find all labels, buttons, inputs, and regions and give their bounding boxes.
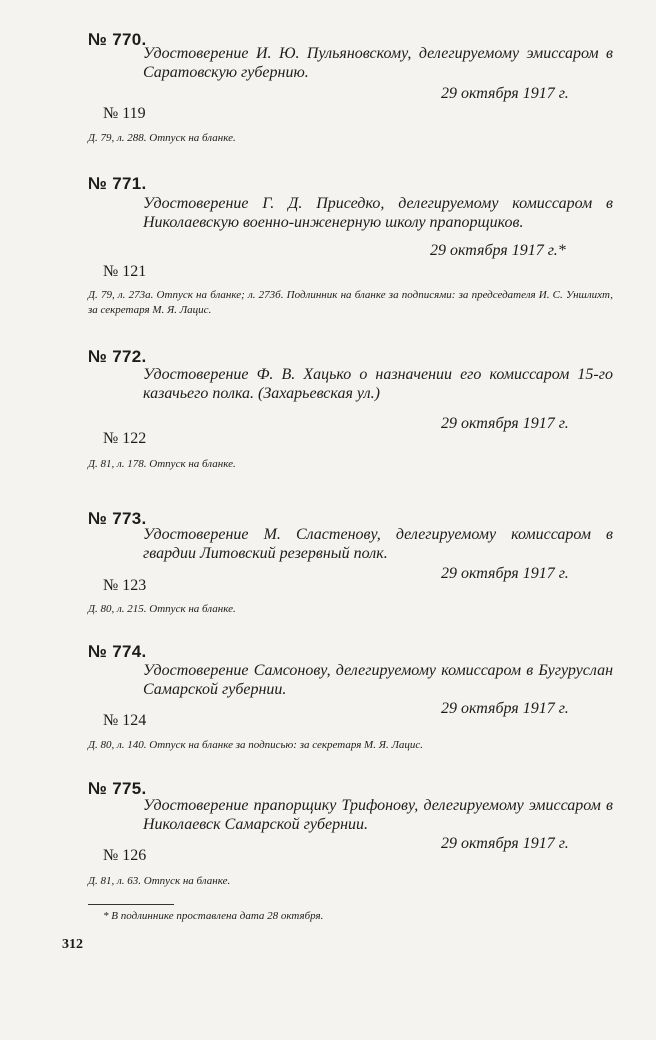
archive-reference: Д. 79, л. 288. Отпуск на бланке.: [88, 132, 236, 144]
entry-title: Удостоверение Самсонову, делегируемому комиссаром в Бугуруслан Самарской губернии.: [143, 662, 613, 698]
archive-reference: Д. 81, л. 178. Отпуск на бланке.: [88, 458, 236, 470]
entry-date: 29 октября 1917 г.*: [430, 242, 566, 259]
entry-title: Удостоверение М. Сластенову, делегируемому комиссаром в гвардии Литовский резервный полк.: [143, 526, 613, 562]
outgoing-number: № 126: [103, 847, 147, 864]
archive-reference: Д. 80, л. 140. Отпуск на бланке за подписью: за секретаря М. Я. Лацис.: [88, 739, 424, 751]
entry-date: 29 октября 1917 г.: [441, 700, 569, 717]
outgoing-number: № 119: [103, 105, 146, 122]
entry-number: № 770.: [88, 30, 147, 49]
page-number: 312: [62, 937, 83, 952]
entry-date: 29 октября 1917 г.: [441, 415, 569, 432]
entry-number: № 773.: [88, 509, 147, 528]
footnote: * В подлиннике проставлена дата 28 октября.: [103, 910, 324, 922]
outgoing-number: № 122: [103, 430, 147, 447]
entry-number: № 771.: [88, 174, 147, 193]
archive-reference: Д. 79, л. 273а. Отпуск на бланке; л. 273б. Подлинник на бланке за подписями: за председателя И. С. Уншлихт, за секретаря М. Я. Лацис.: [88, 289, 613, 316]
footnote-divider: [88, 904, 174, 905]
archive-reference: Д. 80, л. 215. Отпуск на бланке.: [88, 603, 236, 615]
archive-reference: Д. 81, л. 63. Отпуск на бланке.: [88, 875, 231, 887]
entry-date: 29 октября 1917 г.: [441, 85, 569, 102]
outgoing-number: № 123: [103, 577, 147, 594]
outgoing-number: № 121: [103, 263, 147, 280]
entry-title: Удостоверение прапорщику Трифонову, делегируемому эмиссаром в Николаевск Самарской губернии.: [143, 797, 613, 833]
entry-title: Удостоверение Ф. В. Хацько о назначении его комиссаром 15-го казачьего полка. (Захарьевская ул.): [143, 366, 613, 402]
entry-date: 29 октября 1917 г.: [441, 835, 569, 852]
entry-number: № 772.: [88, 347, 147, 366]
entry-date: 29 октября 1917 г.: [441, 565, 569, 582]
outgoing-number: № 124: [103, 712, 147, 729]
entry-title: Удостоверение Г. Д. Приседко, делегируемому комиссаром в Николаевскую военно-инженерную школу прапорщиков.: [143, 195, 613, 231]
entry-title: Удостоверение И. Ю. Пульяновскому, делегируемому эмиссаром в Саратовскую губернию.: [143, 45, 613, 81]
entry-number: № 774.: [88, 642, 147, 661]
entry-number: № 775.: [88, 779, 147, 798]
